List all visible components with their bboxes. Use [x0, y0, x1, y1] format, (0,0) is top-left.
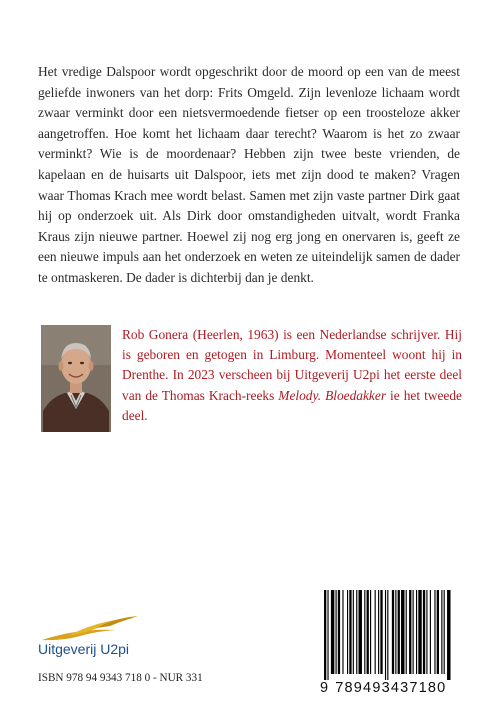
author-bio-ending: ie het tweede deel.	[122, 387, 462, 423]
author-photo	[41, 325, 111, 432]
synopsis-text: Het vredige Dalspoor wordt opgeschrikt door de moord op een van de meest geliefde inwoners van het dorp: Frits Omgeld. Zijn levenloze lichaam wordt zwaar verminkt door een nietsvermoedende fietser op een troosteloze akker aangetroffen. Hoe komt het lichaam daar terecht? Waarom is het zo zwaar verminkt? Wie is de moordenaar? Hebben zijn twee beste vrienden, de kapelaan en de huisarts uit Dalspoor, iets met zijn dood te maken? Vragen waar Thomas Krach mee wordt belast. Samen met zijn vaste partner Dirk gaat hij op onderzoek uit. Als Dirk door omstandigheden uitvalt, wordt Franka Kraus zijn nieuwe partner. Hoewel zij nog erg jong en onervaren is, geeft ze een nieuwe impuls aan het onderzoek en weten ze uiteindelijk samen de dader te ontmaskeren. De dader is dichterbij dan je denkt.	[38, 64, 460, 285]
author-bio-text: Rob Gonera (Heerlen, 1963) is een Nederlandse schrijver. Hij is geboren en getogen in Limburg. Momenteel woont hij in Drenthe. In 2023 verscheen bij Uitgeverij U2pi het eerste deel van de Thomas Krach-reeks	[122, 327, 462, 403]
second-book-title: Bloedakker	[325, 387, 387, 403]
barcode-group-2: 437180	[390, 680, 447, 696]
publisher-name: Uitgeverij U2pi	[38, 641, 130, 657]
barcode-number	[320, 680, 446, 696]
barcode	[316, 590, 500, 717]
first-book-title: Melody.	[278, 387, 322, 403]
barcode-bars	[316, 590, 500, 680]
author-portrait-image	[41, 325, 111, 432]
barcode-group-1: 789493	[335, 680, 391, 696]
barcode-lead-digit: 9	[320, 680, 330, 696]
author-bio	[122, 325, 462, 426]
isbn-line: ISBN 978 94 9343 718 0 - NUR 331	[38, 672, 203, 684]
